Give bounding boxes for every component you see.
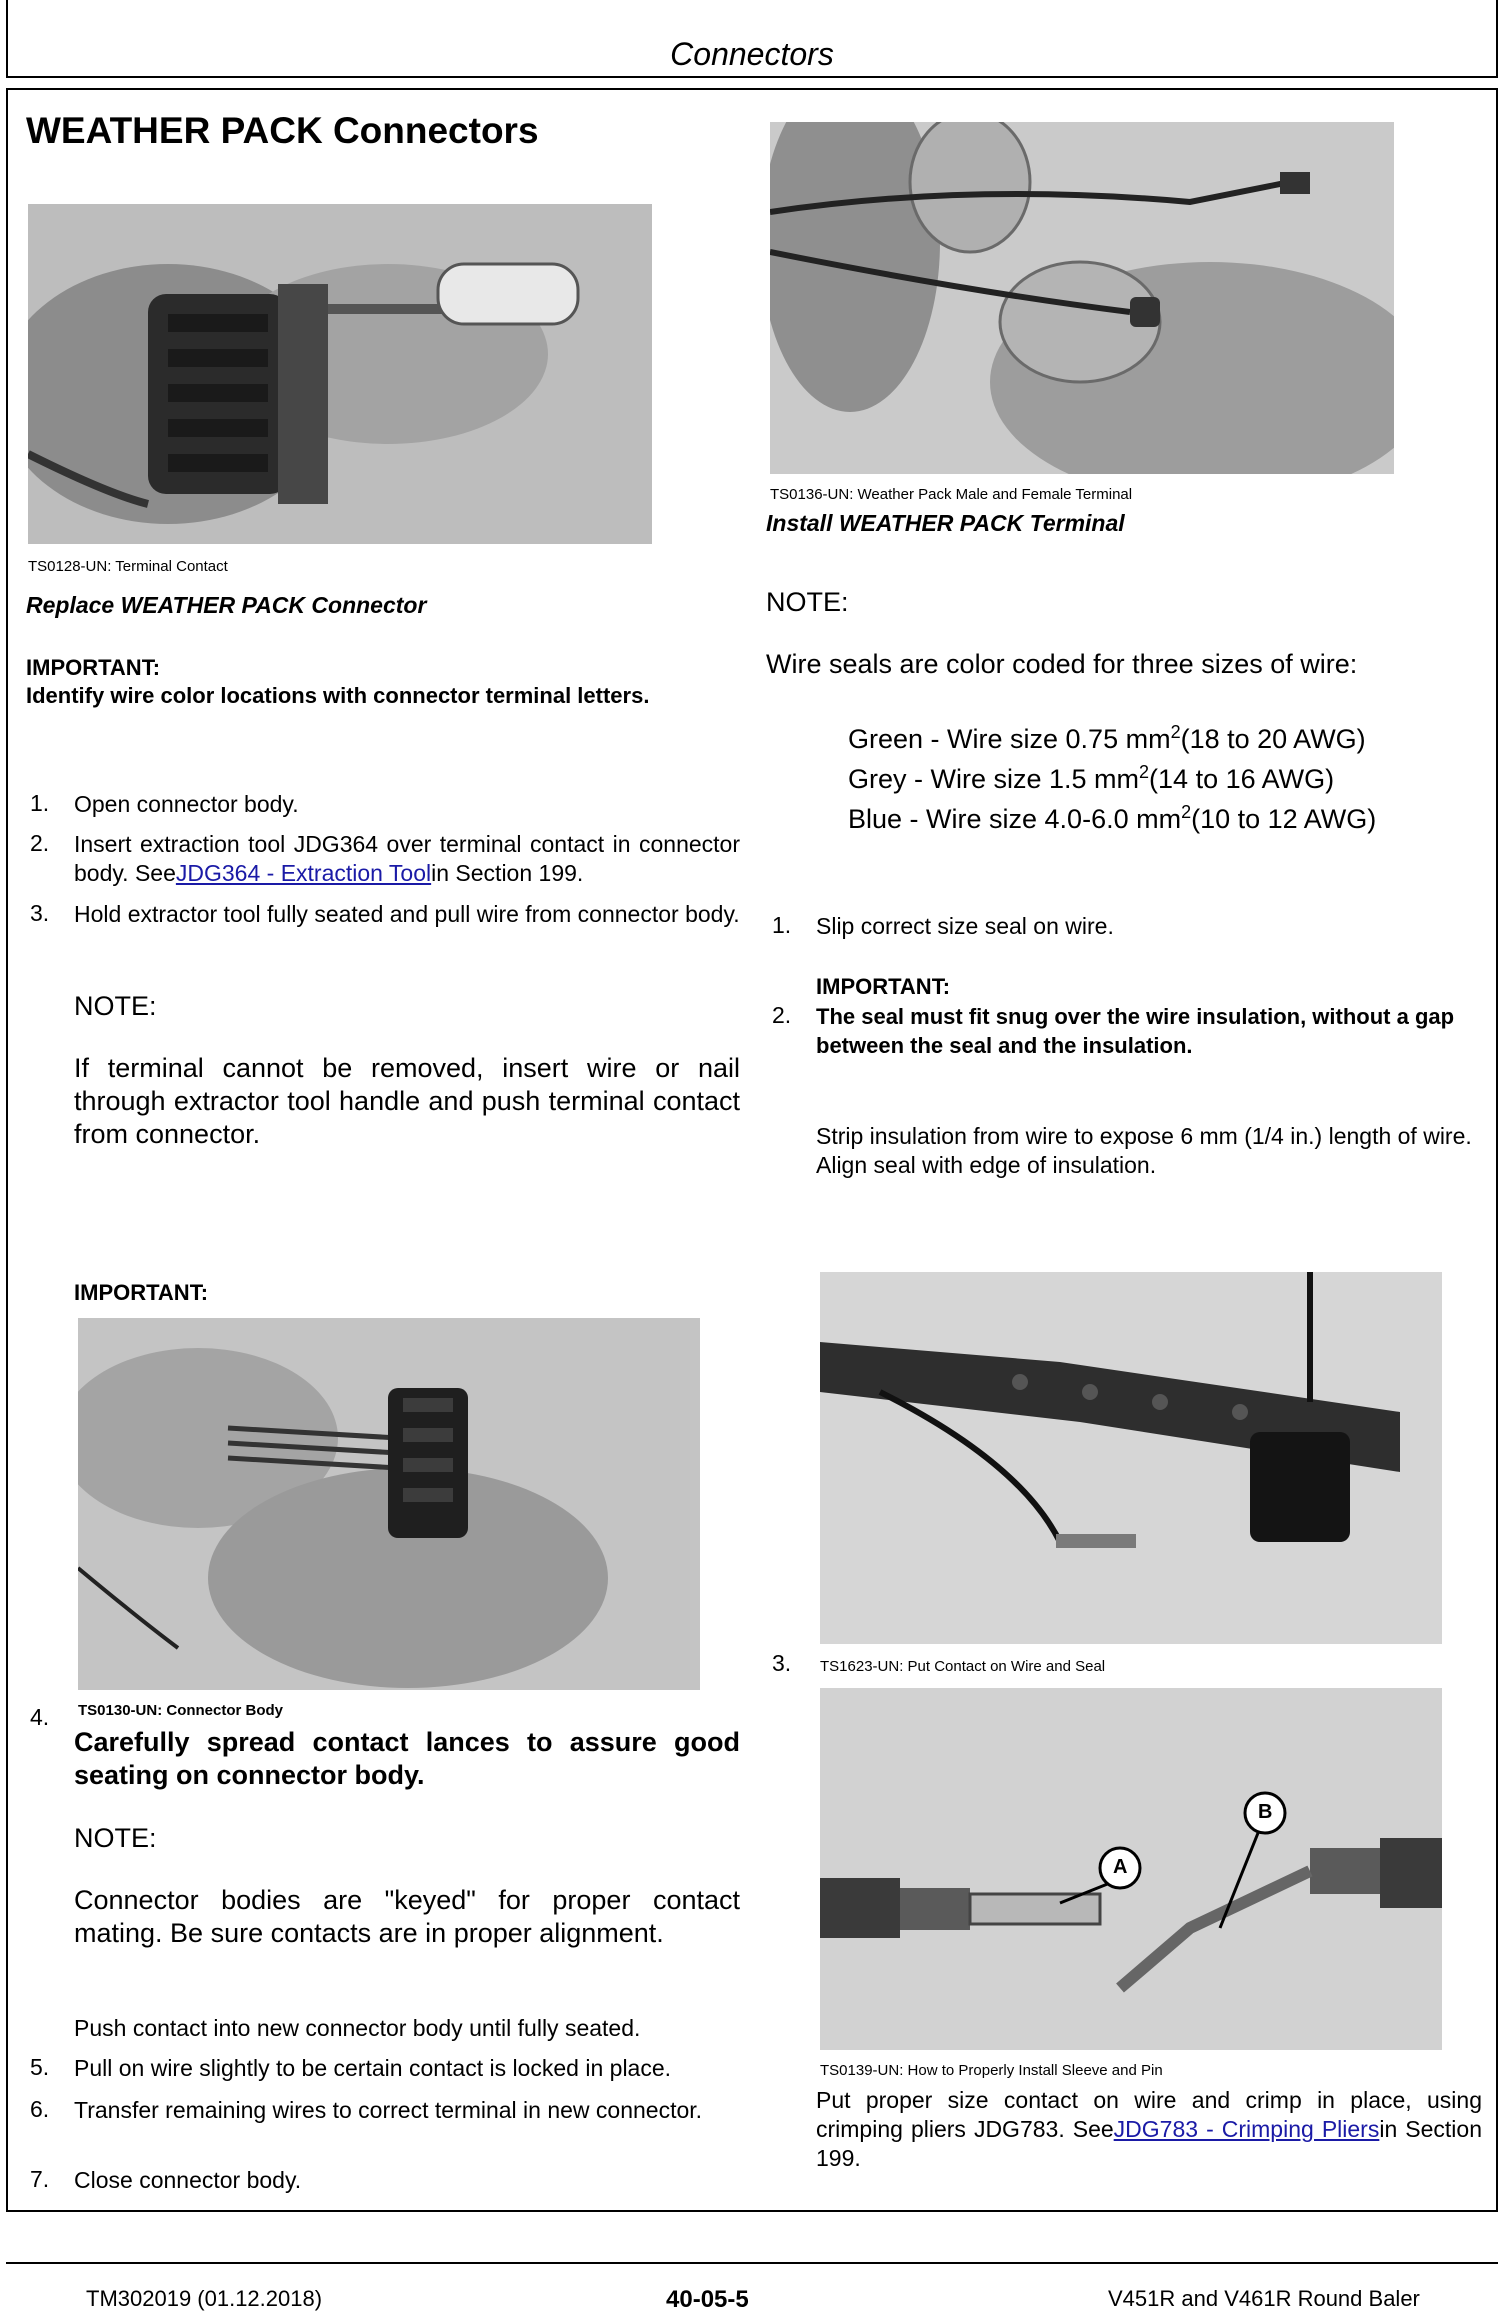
strip-insulation-text: Strip insulation from wire to expose 6 mm (1/4 in.) length of wire. Align seal with edge of insulation. <box>816 1123 1472 1178</box>
step-number: 4. <box>30 1704 50 1730</box>
note-label: NOTE: <box>74 991 157 1021</box>
figure-connector-body-photo <box>78 1318 700 1690</box>
subheading-install-terminal: Install WEATHER PACK Terminal <box>766 510 1125 536</box>
push-contact-text: Push contact into new connector body until fully seated. <box>74 2015 641 2041</box>
step-number: 5. <box>30 2054 50 2080</box>
figure-caption-terminal-contact: TS0128-UN: Terminal Contact <box>28 558 228 575</box>
step-number: 1. <box>30 790 50 816</box>
step-text: Pull on wire slightly to be certain contact is locked in place. <box>74 2055 672 2081</box>
step-number: 2. <box>30 830 50 856</box>
figure-caption-contact-on-wire: TS1623-UN: Put Contact on Wire and Seal <box>820 1658 1106 1675</box>
note-label: NOTE: <box>74 1823 157 1853</box>
step-number: 2. <box>772 1002 792 1028</box>
figure-contact-on-wire-photo <box>820 1272 1442 1644</box>
wire-size-blue: Blue - Wire size 4.0-6.0 $mm^2(10$ to 12 AWG) <box>848 802 1377 834</box>
step-text: Open connector body. <box>74 791 299 817</box>
important-label: IMPORTANT: <box>816 974 951 999</box>
step-number: 6. <box>30 2096 50 2122</box>
step-number: 1. <box>772 912 792 938</box>
step-number: 3. <box>772 1650 792 1676</box>
note-text: Connector bodies are "keyed" for proper contact mating. Be sure contacts are in proper alignment. <box>74 1885 740 1948</box>
step-number: 7. <box>30 2166 50 2192</box>
footer-product-name: V451R and V461R Round Baler <box>1108 2286 1420 2311</box>
figure-male-female-terminal-photo <box>770 122 1394 474</box>
figure-caption-sleeve-and-pin: TS0139-UN: How to Properly Install Sleeve and Pin <box>820 2062 1163 2079</box>
note-text: Wire seals are color coded for three sizes of wire: <box>766 649 1358 679</box>
step-number: 3. <box>30 900 50 926</box>
step-text: Insert extraction tool JDG364 over terminal contact in connector body. SeeJDG364 - Extraction Toolin Section 199. <box>74 831 740 886</box>
link-jdg364-extraction-tool[interactable]: JDG364 - Extraction Tool <box>175 860 432 886</box>
wire-size-green: Green - Wire size 0.75 $mm^2(18$ to 20 AWG) <box>848 722 1366 754</box>
footer-doc-id: TM302019 (01.12.2018) <box>86 2286 323 2311</box>
note-label: NOTE: <box>766 587 849 617</box>
step-text-spread-lances: Carefully spread contact lances to assure good seating on connector body. <box>74 1727 740 1790</box>
figure-terminal-contact-photo <box>28 204 652 544</box>
crimp-instruction-text: Put proper size contact on wire and crimp in place, using crimping pliers JDG783. SeeJDG783 - Crimping Pliersin Section 199. <box>816 2087 1482 2171</box>
section-title: WEATHER PACK Connectors <box>26 110 539 151</box>
note-text: If terminal cannot be removed, insert wire or nail through extractor tool handle and push terminal contact from connector. <box>74 1053 740 1149</box>
figure-sleeve-and-pin-photo <box>820 1688 1442 2050</box>
step-text: Transfer remaining wires to correct terminal in new connector. <box>74 2097 703 2123</box>
callout-b: B <box>1258 1801 1273 1823</box>
wire-size-grey: Grey - Wire size 1.5 $mm^2(14$ to 16 AWG) <box>848 762 1335 794</box>
step-text: Close connector body. <box>74 2167 302 2193</box>
footer-rule <box>6 2262 1498 2264</box>
link-jdg783-crimping-pliers[interactable]: JDG783 - Crimping Pliers <box>1113 2116 1380 2142</box>
callout-a: A <box>1113 1856 1128 1878</box>
step-text: Slip correct size seal on wire. <box>816 913 1114 939</box>
important-text: Identify wire color locations with connector terminal letters. <box>26 683 650 708</box>
subheading-replace-connector: Replace WEATHER PACK Connector <box>26 592 427 618</box>
footer-page-number: 40-05-5 <box>666 2286 749 2313</box>
figure-caption-male-female-terminal: TS0136-UN: Weather Pack Male and Female Terminal <box>770 486 1133 503</box>
page-header-title: Connectors <box>670 36 834 72</box>
step-text-important: The seal must fit snug over the wire insulation, without a gap between the seal and the insulation. <box>816 1004 1455 1058</box>
important-label: IMPORTANT: <box>74 1280 209 1305</box>
step-text: Hold extractor tool fully seated and pull wire from connector body. <box>74 901 740 927</box>
figure-caption-connector-body: TS0130-UN: Connector Body <box>78 1702 284 1719</box>
important-label: IMPORTANT: <box>26 655 161 680</box>
